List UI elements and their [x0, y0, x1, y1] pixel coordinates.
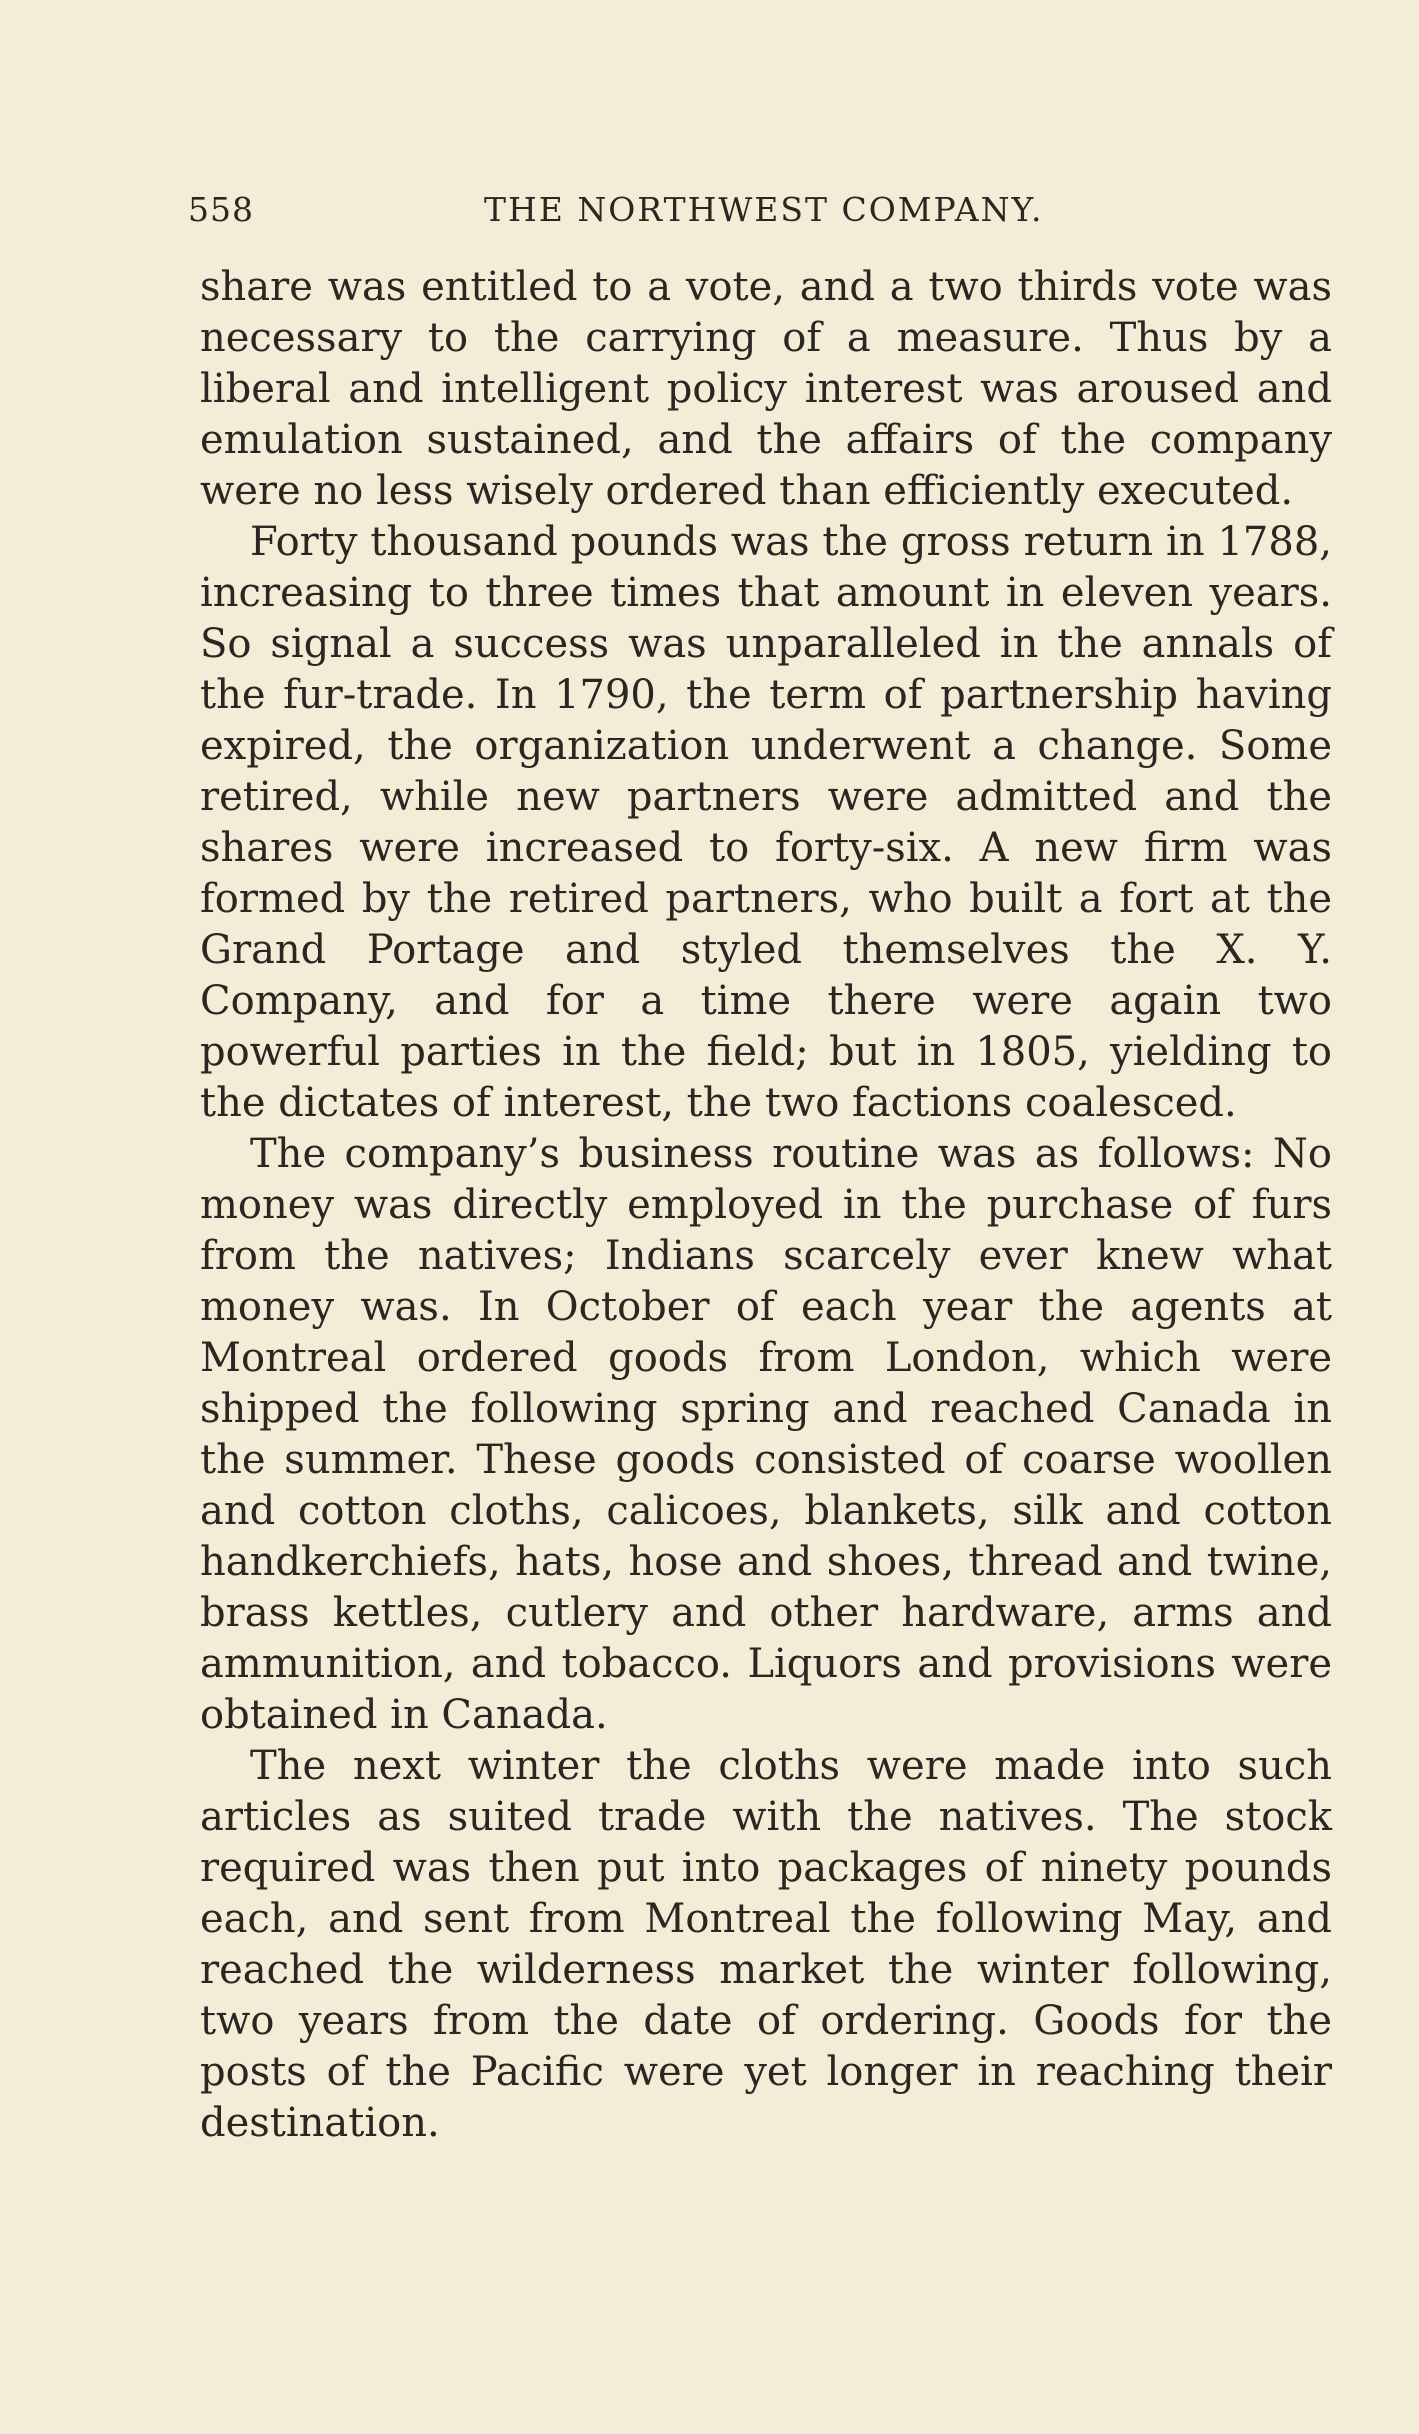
running-title: THE NORTHWEST COMPANY.	[484, 190, 1044, 229]
paragraph: The next winter the cloths were made into such articles as suited trade with the natives. The stock required was then put into packages of ninety pounds each, and sent from Montreal the following May, and reached the wilderness market the winter following, two years from the date of ordering. Goods for the posts of the Pacific were yet longer in reaching their destination.	[200, 1743, 1332, 2146]
paragraph: Forty thousand pounds was the gross return in 1788, increasing to three times that amount in eleven years. So signal a success was unparalleled in the annals of the fur-trade. In 1790, the term of partnership having expired, the organization underwent a change. Some retired, while new partners were admitted and the shares were increased to forty-six. A new firm was formed by the retired partners, who built a fort at the Grand Portage and styled themselves the X. Y. Company, and for a time there were again two powerful parties in the field; but in 1805, yielding to the dictates of interest, the two factions coalesced.	[200, 519, 1332, 1126]
running-head	[0, 190, 1419, 240]
paragraph-continued: share was entitled to a vote, and a two thirds vote was necessary to the carrying of a measure. Thus by a liberal and intelligent policy interest was aroused and emulation sustained, and the affairs of the company were no less wisely ordered than efficiently executed.	[200, 264, 1332, 514]
page-number: 558	[188, 190, 254, 229]
paragraph: The company’s business routine was as follows: No money was directly employed in the purchase of furs from the natives; Indians scarcely ever knew what money was. In October of each year the agents at Montreal ordered goods from London, which were shipped the following spring and reached Canada in the summer. These goods consisted of coarse woollen and cotton cloths, calicoes, blankets, silk and cotton handkerchiefs, hats, hose and shoes, thread and twine, brass kettles, cutlery and other hardware, arms and ammunition, and tobacco. Liquors and provisions were obtained in Canada.	[200, 1131, 1332, 1738]
body-text	[200, 262, 1332, 2149]
